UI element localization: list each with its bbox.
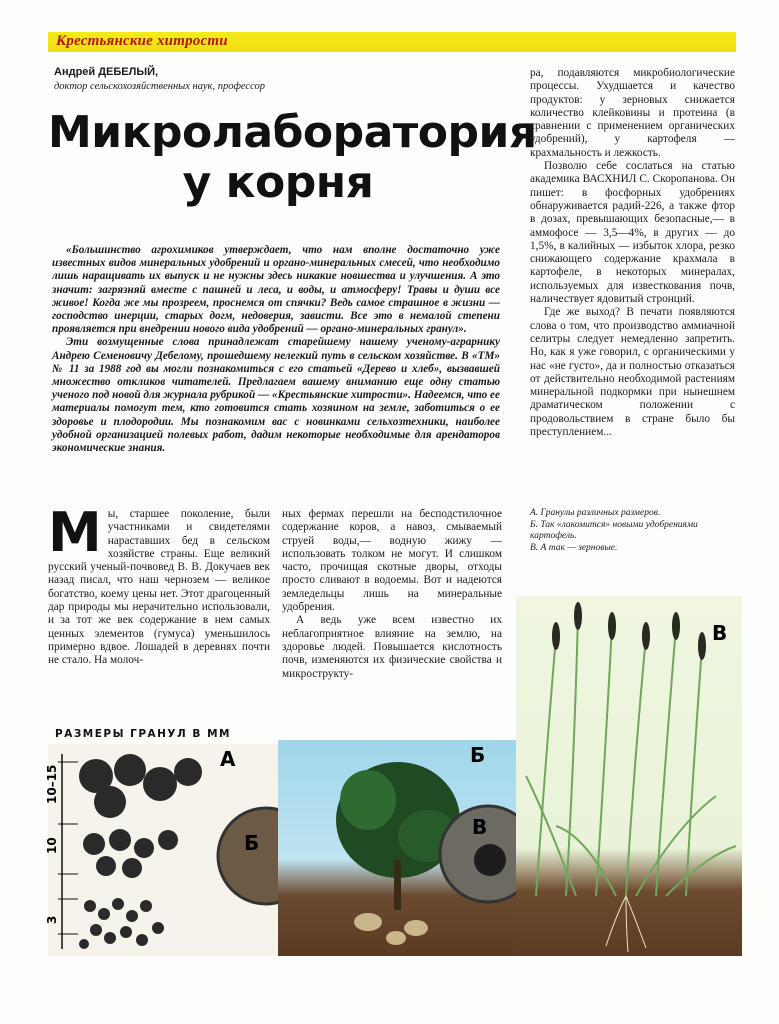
figure-letter-b-inset: Б <box>244 831 260 855</box>
body-column-right <box>530 67 735 439</box>
illustration-wheat <box>516 596 742 956</box>
figure-letter-v: В <box>712 621 728 645</box>
illustration-potato-plant <box>278 740 516 956</box>
caption-a: А. Гранулы различных размеров. <box>530 508 661 518</box>
paragraph: Где же выход? В печати появляются слова о том, что производство аммиачной селитры следует немедленно запретить. Но, как я уже говорил, с органическими у нас «не густо», да и полностью отказаться от действительно необходимой растениям минеральной подкормки при нынешнем драматическом положении с продовольствием в стране было бы преступлением... <box>530 306 735 439</box>
figure-letter-v-inset: В <box>472 815 488 839</box>
article-lead <box>52 244 500 455</box>
article-title <box>48 107 537 208</box>
drop-cap: М <box>48 501 102 564</box>
potato-drawing <box>278 740 516 956</box>
caption-v: В. А так — зерновые. <box>530 542 618 553</box>
wheat-drawing <box>516 596 742 956</box>
rubric-title: Крестьянские хитрости <box>56 33 228 49</box>
title-line-1: Микролаборатория <box>48 107 537 158</box>
figure-captions <box>530 508 740 554</box>
granule-sizes-label: РАЗМЕРЫ ГРАНУЛ В ММ <box>55 728 231 740</box>
figure-letter-b: Б <box>470 743 486 767</box>
caption-b: Б. Так «лакомится» новыми удобрениями картофель. <box>530 519 698 541</box>
author-credentials: доктор сельскохозяйственных наук, профессор <box>54 81 265 92</box>
paragraph: Позволю себе сослаться на статью академика ВАСХНИЛ С. Скоропанова. Он пишет: в фосфорных удобрениях обнаруживается радий-226, а также фтор в дозах, превышающих безопасные,— в аммофосе — 3,5—4%, в других — до 1,5%, в калийных — избыток хлора, резко снижающего содержание крахмала в картофеле, в некоторых минералах, используемых для известкования почв, наличествует ядовитый стронций. <box>530 160 735 306</box>
tick-label-3: 3 <box>45 915 59 924</box>
illustration-granules <box>45 744 280 956</box>
paragraph: ра, подавляются микробиологические процессы. Ухудшается и качество продуктов: у зерновых снижается количество клейковины и протеина (в сравнении с применением органических удобрений), у картофеля — крахмальность и лежкость. <box>530 67 735 159</box>
tick-label-10: 10 <box>45 837 59 854</box>
lead-paragraph: «Большинство агрохимиков утверждает, что нам вполне достаточно уже известных видов минеральных удобрений и органо-минеральных смесей, что необходимо лишь наращивать их выпуск и не нужны здесь никакие новшества и улучшения. А это значит: загрязняй вместе с пашней и леса, и воды, и атмосферу! Травы и души все живое! Когда же мы прозреем, проснемся от спячки? Ведь самое страшное в жизни — господство инерции, старых догм, недоверия, зависти. Все это в немалой степени проявляется при внедрении нового вида удобрений — органо-минеральных гранул». <box>52 244 500 336</box>
title-line-2: у корня <box>182 157 374 208</box>
paragraph: ных фермах перешли на бесподстилочное содержание коров, а навоз, смываемый струей воды,— водную жижу — использовать толком не могут. И слишком часто, прочищая скотные дворы, отходы просто сливают в водоемы. Вот и надеются земледельцы лишь на минеральные удобрения. <box>282 508 502 614</box>
lead-paragraph: Эти возмущенные слова принадлежат старейшему нашему ученому-аграрнику Андрею Семеновичу Дебелому, прошедшему нелегкий путь в сельском хозяйстве. В «ТМ» № 11 за 1988 год вы могли познакомиться с его статьей «Дерево и хлеб», вызвавшей множество откликов читателей. Предлагаем вашему вниманию еще одну статью ученого под новой для журнала рубрикой — «Крестьянские хитрости». Надеемся, что ее материалы помогут тем, кто готовится стать хозяином на земле, заботиться о ее здоровье и плодородии. Мы познакомим вас с новинками сельхозтехники, наиболее удобной организацией полевых работ, дадим некоторые необходимые для арендаторов экономические знания. <box>52 336 500 455</box>
granules-drawing <box>45 744 280 956</box>
figure-letter-a: А <box>220 747 236 771</box>
tick-label-10-15: 10–15 <box>45 764 59 804</box>
body-column-left <box>48 501 270 668</box>
paragraph: А ведь уже всем известно их неблагоприятное влияние на землю, на здоровье людей. Повышается кислотность почв, изменяются их физические свойства и микрострукту- <box>282 614 502 680</box>
author-name: Андрей ДЕБЕЛЫЙ, <box>54 66 159 78</box>
paragraph: ы, старшее поколение, были участниками и свидетелями нараставших бед в сельском хозяйстве страны. Еще великий русский ученый-почвовед В. В. Докучаев век назад писал, что наш чернозем — великое богатство, коему цены нет. Этот драгоценный дар природы мы нерачительно использовали, и за тот же век содержание в нем самых ценных элементов (гумуса) уменьшилось примерно вдвое. Лошадей в деревнях почти не стало. На молоч- <box>48 508 270 667</box>
body-column-middle <box>282 508 502 681</box>
